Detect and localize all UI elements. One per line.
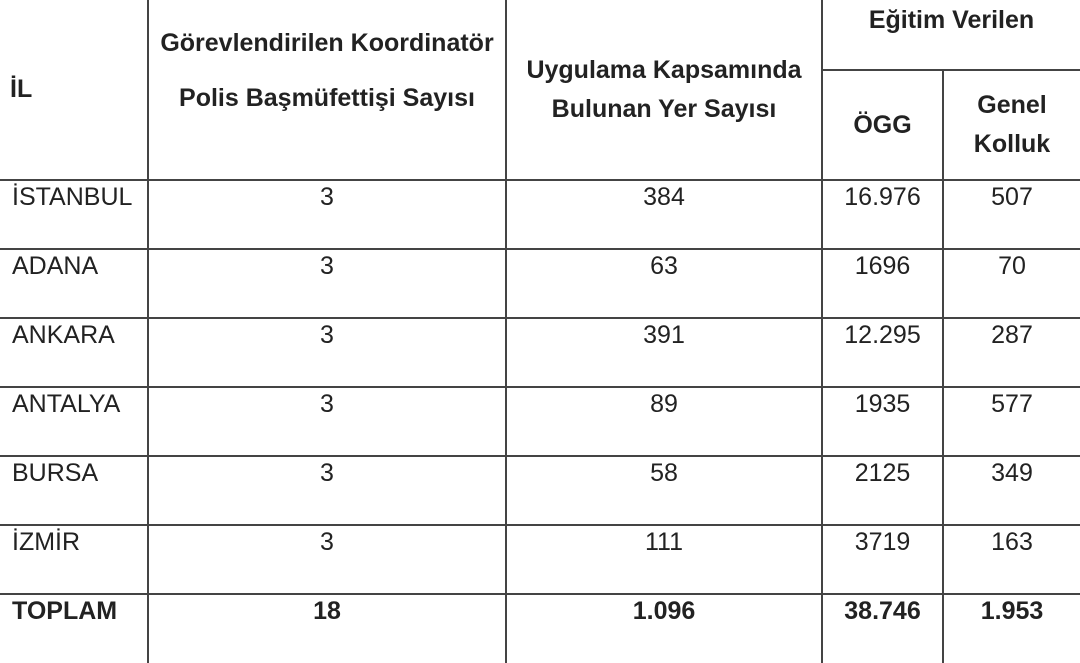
cell-genel-kolluk: 577 [943,387,1080,456]
table-row [0,456,1080,525]
cell-il: İSTANBUL [0,180,148,249]
table-row [0,525,1080,594]
table-row [0,387,1080,456]
cell-yer: 111 [506,525,822,594]
cell-yer: 89 [506,387,822,456]
cell-ogg: 3719 [822,525,943,594]
cell-koordinator: 3 [148,318,506,387]
cell-koordinator: 3 [148,387,506,456]
cell-il: ANKARA [0,318,148,387]
cell-ogg: 2125 [822,456,943,525]
cell-yer: 391 [506,318,822,387]
cell-koordinator: 3 [148,180,506,249]
cell-koordinator: 3 [148,249,506,318]
total-koordinator: 18 [148,594,506,663]
header-koordinator [148,0,506,180]
total-genel-kolluk: 1.953 [943,594,1080,663]
table-row [0,318,1080,387]
cell-ogg: 1696 [822,249,943,318]
header-il: İL [0,0,148,180]
cell-yer: 63 [506,249,822,318]
table-row [0,180,1080,249]
header-yer-sayisi: Uygulama Kapsamında Bulunan Yer Sayısı [506,0,822,180]
cell-yer: 58 [506,456,822,525]
cell-genel-kolluk: 70 [943,249,1080,318]
header-egitim-verilen: Eğitim Verilen [822,0,1080,70]
cell-il: ANTALYA [0,387,148,456]
cell-genel-kolluk: 163 [943,525,1080,594]
total-label: TOPLAM [0,594,148,663]
cell-ogg: 16.976 [822,180,943,249]
header-ogg: ÖGG [822,70,943,180]
header-genel-kolluk: Genel Kolluk [943,70,1080,180]
cell-koordinator: 3 [148,525,506,594]
total-yer: 1.096 [506,594,822,663]
cell-genel-kolluk: 349 [943,456,1080,525]
cell-koordinator: 3 [148,456,506,525]
header-koordinator-line1: Görevlendirilen Koordinatör [160,28,494,57]
cell-il: BURSA [0,456,148,525]
cell-ogg: 12.295 [822,318,943,387]
table-row [0,249,1080,318]
table-header [0,0,1080,180]
cell-il: ADANA [0,249,148,318]
header-koordinator-line2: Polis Başmüfettişi Sayısı [179,83,475,112]
table-total-row [0,594,1080,663]
cell-il: İZMİR [0,525,148,594]
total-ogg: 38.746 [822,594,943,663]
cell-ogg: 1935 [822,387,943,456]
cell-yer: 384 [506,180,822,249]
cell-genel-kolluk: 287 [943,318,1080,387]
table-body [0,180,1080,663]
cell-genel-kolluk: 507 [943,180,1080,249]
